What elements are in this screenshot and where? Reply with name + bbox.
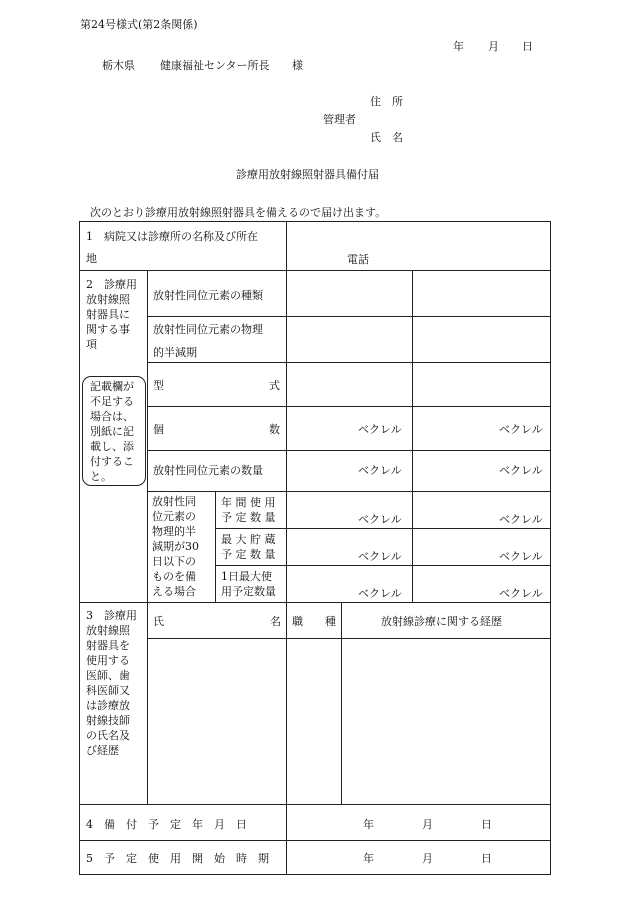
count-label: 個: [153, 423, 164, 436]
count-suffix: 数: [269, 423, 280, 436]
annual-bq-2: ベクレル: [499, 513, 543, 526]
model-label: 型: [153, 379, 164, 392]
annual-label: 年 間 使 用 予 定 数 量: [221, 496, 276, 524]
name-col-right: 名: [270, 615, 281, 628]
intro-text: 次のとおり診療用放射線照射器具を備えるので届け出ます。: [90, 206, 387, 219]
storage-bq-2: ベクレル: [499, 550, 543, 563]
isotope-amount-label: 放射性同位元素の数量: [153, 464, 263, 477]
row3-section-label: 3 診療用 放射線照 射器具を 使用する 医師、歯 科医師又 は診療放 射線技師 の氏名及 び経歴: [86, 609, 137, 757]
form-number: 第24号様式(第2条関係): [80, 18, 198, 31]
row1-phone: 電話: [347, 253, 369, 266]
addressee-pref: 栃木県: [102, 59, 135, 72]
row5-year: 年: [363, 852, 374, 865]
half-life-label-line2: 的半減期: [153, 346, 197, 359]
row4-label: 4 備 付 予 定 年 月 日: [86, 818, 247, 831]
short-half-life-label: 放射性同 位元素の 物理的半 減期が30 日以下の ものを備 える場合: [152, 495, 199, 598]
model-suffix: 式: [269, 379, 280, 392]
annual-bq-1: ベクレル: [358, 513, 402, 526]
career-col: 放射線診療に関する経歴: [381, 615, 502, 628]
max-storage-label: 最 大 貯 蔵 予 定 数 量: [221, 533, 276, 561]
row4-month: 月: [422, 818, 433, 831]
isotope-type-label: 放射性同位元素の種類: [153, 289, 263, 302]
name-label: 氏 名: [370, 131, 403, 144]
row5-label: 5 予 定 使 用 開 始 時 期: [86, 852, 269, 865]
row2-section-label: 2 診療用 放射線照 射器具に 関する事 項: [86, 278, 137, 351]
amount-bq-1: ベクレル: [358, 464, 402, 477]
job-col-right: 種: [325, 615, 336, 628]
addressee-honorific: 様: [292, 59, 303, 72]
row4-day: 日: [481, 818, 492, 831]
daily-bq-1: ベクレル: [358, 587, 402, 600]
amount-bq-2: ベクレル: [499, 464, 543, 477]
addressee-office: 健康福祉センター所長: [160, 59, 270, 72]
row1-label-line1: 1 病院又は診療所の名称及び所在: [86, 230, 258, 243]
address-label: 住 所: [370, 95, 403, 108]
half-life-label-line1: 放射性同位元素の物理: [153, 323, 263, 336]
row2-note: 記載欄が 不足する 場合は、 別紙に記 載し、添 付するこ と。: [90, 380, 134, 483]
storage-bq-1: ベクレル: [358, 550, 402, 563]
row5-day: 日: [481, 852, 492, 865]
date-month: 月: [488, 40, 499, 53]
job-col-left: 職: [292, 615, 303, 628]
manager-label: 管理者: [323, 113, 356, 126]
daily-bq-2: ベクレル: [499, 587, 543, 600]
count-bq-1: ベクレル: [358, 423, 402, 436]
row5-month: 月: [422, 852, 433, 865]
row4-year: 年: [363, 818, 374, 831]
row1-label-line2: 地: [86, 252, 97, 265]
name-col-left: 氏: [153, 615, 164, 628]
count-bq-2: ベクレル: [499, 423, 543, 436]
date-year: 年: [453, 40, 464, 53]
date-day: 日: [522, 40, 533, 53]
document-title: 診療用放射線照射器具備付届: [236, 168, 379, 181]
daily-max-label: 1日最大使 用予定数量: [221, 570, 276, 598]
